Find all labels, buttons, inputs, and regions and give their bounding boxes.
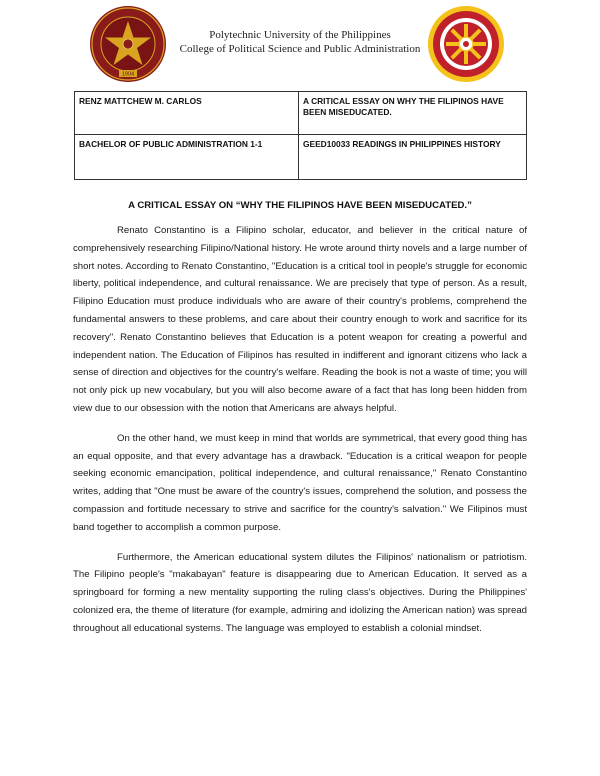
essay-body xyxy=(73,222,527,650)
header xyxy=(0,28,600,56)
essay-heading: A CRITICAL ESSAY ON “WHY THE FILIPINOS HAVE BEEN MISEDUCATED.” xyxy=(128,200,472,211)
program-name: BACHELOR OF PUBLIC ADMINISTRATION 1-1 xyxy=(75,135,299,180)
info-row xyxy=(75,92,527,135)
info-row xyxy=(75,135,527,180)
seal-year-text: 1904 xyxy=(121,71,135,78)
student-name: RENZ MATTCHEW M. CARLOS xyxy=(75,92,299,135)
university-name: Polytechnic University of the Philippines xyxy=(209,29,391,41)
college-name: College of Political Science and Public Administration xyxy=(179,43,421,55)
essay-paragraph: Furthermore, the American educational system dilutes the Filipinos' nationalism or patriotism. The Filipino people's "makabayan" feature is disappearing due to American Education. It served as a springboard for forming a new mentality supporting the ruling class's objectives. During the Philippines' colonized era, the theme of literature (for example, admiring and idolizing the American nation) was spread throughout all educational systems. The language was employed to establish a colonial mindset. xyxy=(73,551,527,634)
course-name: GEED10033 READINGS IN PHILIPPINES HISTORY xyxy=(299,135,527,180)
essay-paragraph: On the other hand, we must keep in mind that worlds are symmetrical, that every good thing has an equal opposite, and that every advantage has a drawback. "Education is a critical weapon for people seeking economic emancipation, political independence, and cultural renaissance," Renato Constantino writes, adding that "One must be aware of the country's issues, comprehend the solution, and possess the compassion and fortitude necessary to strive and sacrifice for the country's salvation." We Filipinos must band together to accomplish a common purpose. xyxy=(73,432,527,533)
essay-title-cell: A CRITICAL ESSAY ON WHY THE FILIPINOS HAVE BEEN MISEDUCATED. xyxy=(299,92,527,135)
info-table xyxy=(74,91,527,180)
essay-paragraph: Renato Constantino is a Filipino scholar, educator, and believer in the critical nature of comprehensively researching Filipino/National history. He wrote around thirty novels and a large number of short notes. According to Renato Constantino, "Education is a critical tool in people's struggle for economic liberty, political independence, and cultural renaissance. We are precisely that type of person. As a result, Filipino Education must produce individuals who are aware of their country's problems, comprehend the fundamental answers to these problems, and care about their country enough to work and sacrifice for its recovery". Renato Constantino believes that Education is a potent weapon for creating a powerful and independent nation. The Education of Filipinos has resulted in indifferent and ignorant citizens who lack a sense of direction and objectives for the country's welfare. Reading the book is not a waste of time; you will not only pick up new vocabulary, but you will also become aware of a fact that has long been hidden from view due to our obsession with the notion that Americans are always helpful. xyxy=(73,225,527,414)
